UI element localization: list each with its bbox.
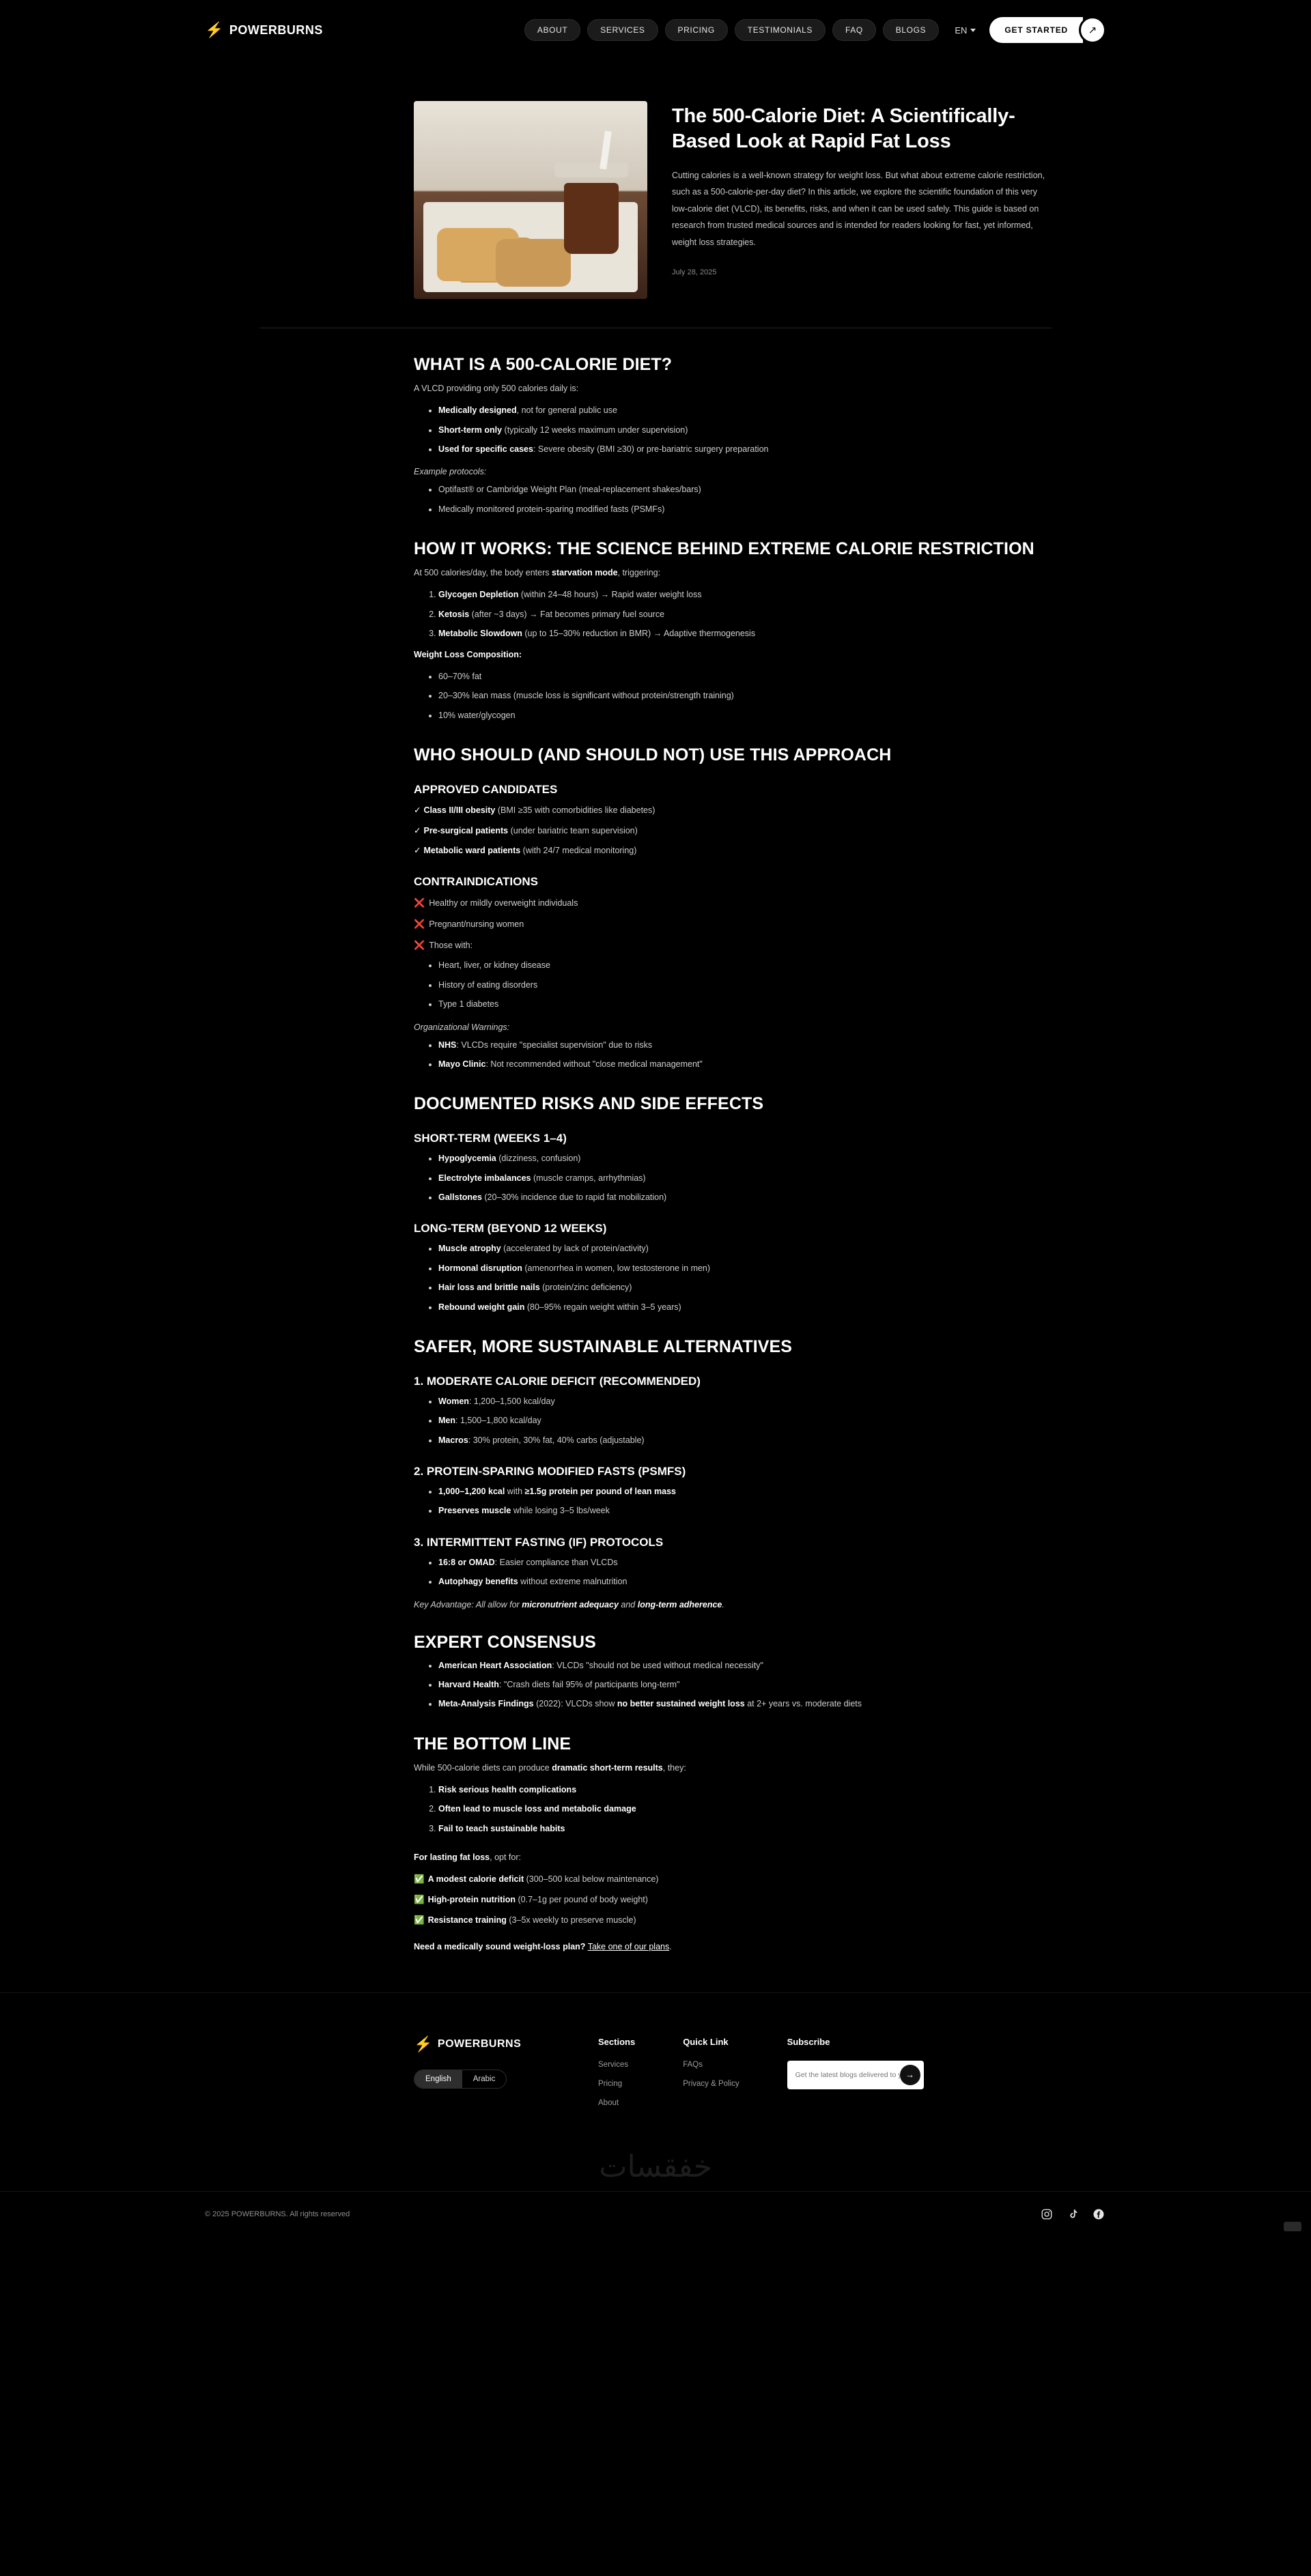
article-hero xyxy=(259,101,1052,299)
list-item: 1. Glycogen Depletion (within 24–48 hours) → Rapid water weight loss xyxy=(438,588,1052,601)
contraindication-item: ❌ Pregnant/nursing women xyxy=(414,918,524,929)
section-heading-how-it-works: HOW IT WORKS: THE SCIENCE BEHIND EXTREME CALORIE RESTRICTION xyxy=(414,539,1034,559)
check-icon: ✓ xyxy=(414,846,421,856)
bottom-line-lead: While 500-calorie diets can produce dramatic short-term results, they: xyxy=(414,1762,686,1773)
section-heading-risks: DOCUMENTED RISKS AND SIDE EFFECTS xyxy=(414,1094,764,1114)
what-is-lead: A VLCD providing only 500 calories daily is: xyxy=(414,384,579,393)
subscribe-title: Subscribe xyxy=(787,2036,830,2047)
section-heading-alternatives: SAFER, MORE SUSTAINABLE ALTERNATIVES xyxy=(414,1336,793,1356)
cross-icon: ❌ xyxy=(414,918,425,929)
weight-loss-composition-label: Weight Loss Composition: xyxy=(414,649,522,659)
footer-column-sections xyxy=(598,2037,635,2118)
recommendation-item: ✅ High-protein nutrition (0.7–1g per pound of body weight) xyxy=(414,1895,648,1904)
recommendation-item: ✅ A modest calorie deficit (300–500 kcal below maintenance) xyxy=(414,1874,659,1885)
facebook-icon[interactable] xyxy=(1091,2207,1106,2222)
organizational-warnings-label: Organizational Warnings: xyxy=(414,1022,510,1032)
short-term-risks xyxy=(438,1152,1052,1204)
footer-column-title: Sections xyxy=(598,2036,636,2047)
tiktok-icon[interactable] xyxy=(1065,2207,1080,2222)
check-box-icon: ✅ xyxy=(414,1895,425,1904)
list-item: • American Heart Association: VLCDs "should not be used without medical necessity" xyxy=(438,1659,1052,1672)
list-item: • Rebound weight gain (80–95% regain weight within 3–5 years) xyxy=(438,1301,1052,1314)
list-item: • Optifast® or Cambridge Weight Plan (meal-replacement shakes/bars) xyxy=(438,483,1052,496)
footer-link-privacy[interactable]: Privacy & Policy xyxy=(683,2079,739,2088)
brand-logo[interactable] xyxy=(205,23,323,38)
list-item: • Preserves muscle while losing 3–5 lbs/week xyxy=(438,1504,1052,1517)
list-item: • Gallstones (20–30% incidence due to rapid fat mobilization) xyxy=(438,1191,1052,1204)
how-it-works-lead: At 500 calories/day, the body enters starvation mode, triggering: xyxy=(414,568,661,578)
contraindication-item: ❌ Healthy or mildly overweight individuals xyxy=(414,898,578,908)
list-item: 3. Fail to teach sustainable habits xyxy=(438,1822,1052,1835)
section-heading-what-is: WHAT IS A 500-CALORIE DIET? xyxy=(414,355,673,374)
arrow-up-right-icon[interactable]: ↗ xyxy=(1079,16,1106,44)
footer-link-pricing[interactable]: Pricing xyxy=(598,2079,623,2088)
footer-language-toggle[interactable] xyxy=(414,2070,507,2089)
subheading-long-term: LONG-TERM (BEYOND 12 WEEKS) xyxy=(414,1222,607,1235)
moderate-deficit-list xyxy=(438,1395,1052,1447)
cross-icon: ❌ xyxy=(414,939,425,950)
article-date: July 28, 2025 xyxy=(672,268,717,276)
get-started-button[interactable]: GET STARTED xyxy=(989,17,1083,43)
nav-item-faq[interactable]: FAQ xyxy=(832,19,876,41)
section-heading-expert-consensus: EXPERT CONSENSUS xyxy=(414,1632,596,1652)
list-item: 2. Often lead to muscle loss and metabolic damage xyxy=(438,1803,1052,1816)
list-item: • Type 1 diabetes xyxy=(438,998,1052,1011)
for-lasting-fat-loss: For lasting fat loss, opt for: xyxy=(414,1852,521,1862)
how-it-works-steps xyxy=(438,588,1052,640)
list-item: • Hormonal disruption (amenorrhea in women, low testosterone in men) xyxy=(438,1262,1052,1275)
list-item: 2. Ketosis (after ~3 days) → Fat becomes primary fuel source xyxy=(438,608,1052,621)
what-is-bullets xyxy=(438,404,1052,456)
list-item: • Muscle atrophy (accelerated by lack of protein/activity) xyxy=(438,1242,1052,1255)
list-item: • Short-term only (typically 12 weeks maximum under supervision) xyxy=(438,424,1052,437)
footer-column-title: Quick Link xyxy=(683,2036,729,2047)
footer-watermark: خفقسات xyxy=(599,2149,712,2184)
footer-link-services[interactable]: Services xyxy=(598,2060,629,2069)
organizational-warnings-list xyxy=(438,1039,1052,1072)
list-item: • 10% water/glycogen xyxy=(438,709,1052,722)
subheading-psmf: 2. PROTEIN-SPARING MODIFIED FASTS (PSMFS) xyxy=(414,1465,686,1478)
chevron-down-icon xyxy=(970,29,976,32)
approved-item: ✓ Class II/III obesity (BMI ≥35 with comorbidities like diabetes) xyxy=(414,805,656,815)
list-item: • 16:8 or OMAD: Easier compliance than VLCDs xyxy=(438,1556,1052,1569)
main-nav xyxy=(524,19,939,41)
cross-icon: ❌ xyxy=(414,898,425,908)
footer-link-faqs[interactable]: FAQs xyxy=(683,2060,703,2069)
nav-item-blogs[interactable]: BLOGS xyxy=(883,19,939,41)
list-item: • Used for specific cases: Severe obesity (BMI ≥30) or pre-bariatric surgery preparation xyxy=(438,443,1052,456)
list-item: • Mayo Clinic: Not recommended without "close medical management" xyxy=(438,1058,1052,1071)
bottom-line-numbered xyxy=(438,1784,1052,1835)
language-option-arabic[interactable]: Arabic xyxy=(473,2074,496,2083)
footer-link-about[interactable]: About xyxy=(598,2098,619,2107)
page-title: The 500-Calorie Diet: A Scientifically-Based Look at Rapid Fat Loss xyxy=(672,105,1015,152)
list-item: • Harvard Health: "Crash diets fail 95% of participants long-term" xyxy=(438,1678,1052,1691)
instagram-icon[interactable] xyxy=(1039,2207,1054,2222)
plans-link[interactable]: Take one of our plans xyxy=(587,1941,670,1951)
example-protocols-list xyxy=(438,483,1052,516)
list-item: • History of eating disorders xyxy=(438,979,1052,992)
footer-brand-name: POWERBURNS xyxy=(437,2037,522,2050)
weight-loss-composition-list xyxy=(438,670,1052,722)
list-item: • Hair loss and brittle nails (protein/zinc deficiency) xyxy=(438,1281,1052,1294)
section-heading-who-should: WHO SHOULD (AND SHOULD NOT) USE THIS APPROACH xyxy=(414,745,892,764)
subscribe-email-input[interactable] xyxy=(795,2071,900,2079)
list-item: • NHS: VLCDs require "specialist supervision" due to risks xyxy=(438,1039,1052,1052)
brand-name: POWERBURNS xyxy=(229,23,323,37)
contraindication-sublist xyxy=(438,959,1052,1011)
contraindication-item: ❌ Those with: xyxy=(414,939,473,950)
article-body xyxy=(259,329,1052,1992)
article-cta: Need a medically sound weight-loss plan? Take one of our plans. xyxy=(414,1941,672,1951)
footer-subscribe xyxy=(787,2037,924,2118)
check-box-icon: ✅ xyxy=(414,1915,425,1925)
list-item: • Autophagy benefits without extreme malnutrition xyxy=(438,1575,1052,1588)
subheading-contraindications: CONTRAINDICATIONS xyxy=(414,875,538,889)
if-list xyxy=(438,1556,1052,1589)
section-heading-bottom-line: THE BOTTOM LINE xyxy=(414,1734,572,1754)
list-item: • 1,000–1,200 kcal with ≥1.5g protein per pound of lean mass xyxy=(438,1485,1052,1498)
consensus-list xyxy=(438,1659,1052,1711)
list-item: • 20–30% lean mass (muscle loss is significant without protein/strength training) xyxy=(438,689,1052,702)
bolt-icon: ⚡ xyxy=(205,21,224,38)
nav-item-pricing[interactable]: PRICING xyxy=(665,19,728,41)
example-protocols-label: Example protocols: xyxy=(414,467,487,477)
key-advantage: Key Advantage: All allow for micronutrient adequacy and long-term adherence. xyxy=(414,1599,724,1609)
psmf-list xyxy=(438,1485,1052,1518)
list-item: • Electrolyte imbalances (muscle cramps, arrhythmias) xyxy=(438,1172,1052,1185)
site-header xyxy=(0,0,1311,60)
bolt-icon: ⚡ xyxy=(414,2035,433,2052)
subheading-intermittent-fasting: 3. INTERMITTENT FASTING (IF) PROTOCOLS xyxy=(414,1535,664,1549)
approved-item: ✓ Metabolic ward patients (with 24/7 medical monitoring) xyxy=(414,846,637,856)
subheading-short-term: SHORT-TERM (WEEKS 1–4) xyxy=(414,1132,567,1145)
list-item: • Medically monitored protein-sparing modified fasts (PSMFs) xyxy=(438,503,1052,516)
language-label: EN xyxy=(955,25,968,35)
subscribe-submit-button[interactable]: → xyxy=(900,2065,920,2085)
list-item: • 60–70% fat xyxy=(438,670,1052,683)
language-option-english[interactable]: English xyxy=(414,2070,462,2088)
site-footer xyxy=(0,1992,1311,2241)
nav-item-about[interactable]: ABOUT xyxy=(524,19,580,41)
footer-column-quick-link xyxy=(683,2037,739,2118)
subheading-approved-candidates: APPROVED CANDIDATES xyxy=(414,782,558,796)
long-term-risks xyxy=(438,1242,1052,1314)
subheading-moderate-deficit: 1. MODERATE CALORIE DEFICIT (RECOMMENDED) xyxy=(414,1374,701,1388)
list-item: • Heart, liver, or kidney disease xyxy=(438,959,1052,972)
check-icon: ✓ xyxy=(414,825,421,835)
footer-brand-logo[interactable] xyxy=(414,2037,550,2052)
nav-item-services[interactable]: SERVICES xyxy=(587,19,658,41)
list-item: • Men: 1,500–1,800 kcal/day xyxy=(438,1414,1052,1427)
list-item: • Women: 1,200–1,500 kcal/day xyxy=(438,1395,1052,1408)
list-item: 3. Metabolic Slowdown (up to 15–30% reduction in BMR) → Adaptive thermogenesis xyxy=(438,627,1052,640)
article-description: Cutting calories is a well-known strategy for weight loss. But what about extreme calorie restriction, such as a 500-calorie-per-day diet? In this article, we explore the scientific foundation of this very low-calorie diet (VLCD), its benefits, risks, and when it can be used safely. This guide is based on research from trusted medical sources and is intended for readers looking for fast, yet informed, weight loss strategies. xyxy=(672,171,1045,247)
language-selector[interactable] xyxy=(955,25,976,35)
article-hero-image xyxy=(414,101,647,299)
check-icon: ✓ xyxy=(414,805,421,815)
list-item: 1. Risk serious health complications xyxy=(438,1784,1052,1797)
list-item: • Meta-Analysis Findings (2022): VLCDs show no better sustained weight loss at 2+ years vs. moderate diets xyxy=(438,1698,1052,1711)
scroll-indicator[interactable] xyxy=(1284,2222,1301,2231)
check-box-icon: ✅ xyxy=(414,1874,425,1885)
nav-item-testimonials[interactable]: TESTIMONIALS xyxy=(735,19,826,41)
list-item: • Macros: 30% protein, 30% fat, 40% carbs (adjustable) xyxy=(438,1434,1052,1447)
copyright-text: © 2025 POWERBURNS. All rights reserved xyxy=(205,2209,350,2218)
list-item: • Hypoglycemia (dizziness, confusion) xyxy=(438,1152,1052,1165)
list-item: • Medically designed, not for general public use xyxy=(438,404,1052,417)
approved-item: ✓ Pre-surgical patients (under bariatric team supervision) xyxy=(414,825,638,835)
recommendation-item: ✅ Resistance training (3–5x weekly to preserve muscle) xyxy=(414,1915,636,1925)
